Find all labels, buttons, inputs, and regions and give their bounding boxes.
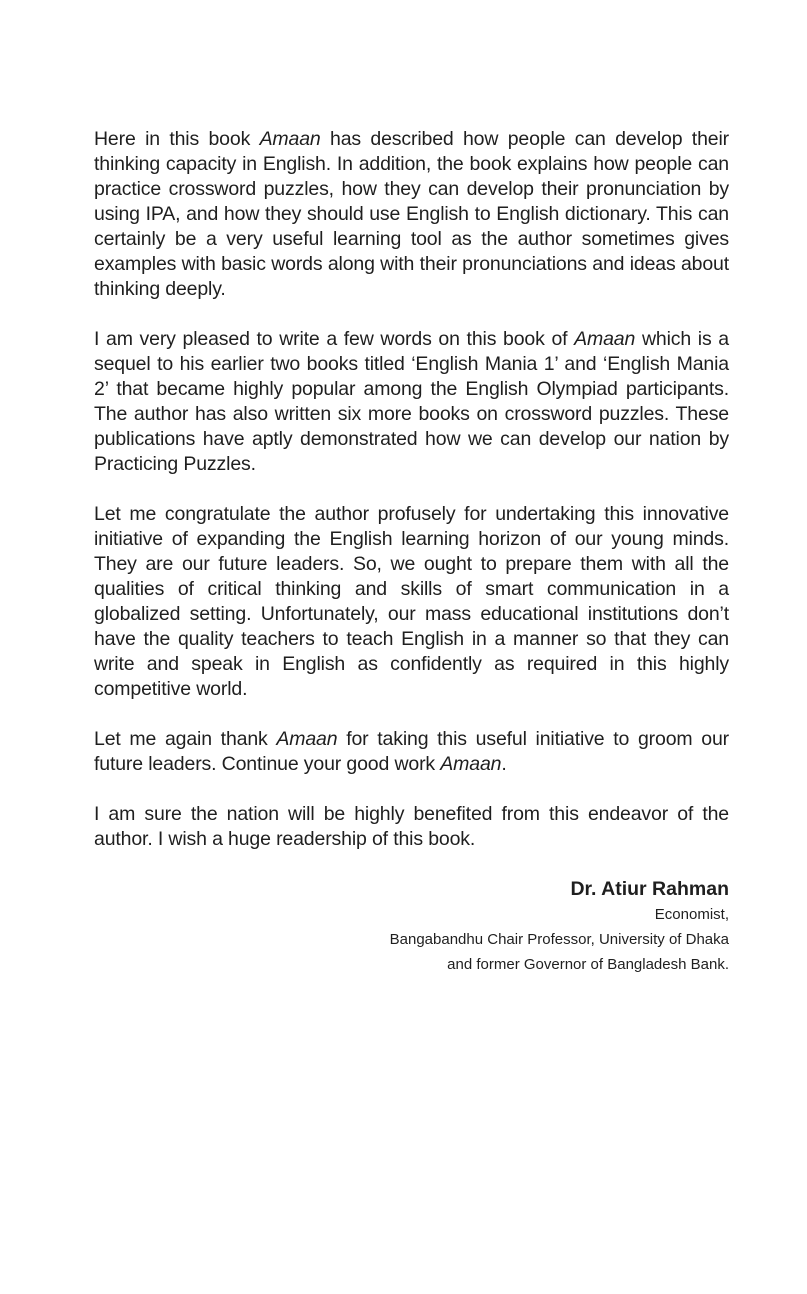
signature-title-line: Economist, <box>654 906 729 923</box>
body-paragraph <box>94 127 729 302</box>
paragraph-text: I am very pleased to write a few words on this book of <box>94 328 575 350</box>
signature-title-line: and former Governor of Bangladesh Bank. <box>447 956 729 973</box>
paragraph-text: I am sure the nation will be highly benefited from this endeavor of the author. I wish a huge readership of this book. <box>94 803 729 850</box>
signature-block <box>94 877 729 977</box>
author-name-emphasis: Amaan <box>259 128 321 150</box>
paragraph-text: for taking this useful initiative to groom our future leaders. Continue your good work <box>94 728 729 775</box>
paragraph-text: which is a sequel to his earlier two books titled ‘English Mania 1’ and ‘English Mania 2’ that became highly popular among the English Olympiad participants. The author has also written six more books on crossword puzzles. These publications have aptly demonstrated how we can develop our nation by Practicing Puzzles. <box>94 328 729 475</box>
paragraph-text: . <box>501 753 507 775</box>
paragraph-text: Let me again thank <box>94 728 277 750</box>
paragraph-text: has described how people can develop their thinking capacity in English. In addition, the book explains how people can practice crossword puzzles, how they can develop their pronunciation by using IPA, and how they should use English to English dictionary. This can certainly be a very useful learning tool as the author sometimes gives examples with basic words along with their pronunciations and ideas about thinking deeply. <box>94 128 729 300</box>
author-name-emphasis: Amaan <box>574 328 636 350</box>
body-paragraph <box>94 327 729 477</box>
author-name-emphasis: Amaan <box>440 753 502 775</box>
body-paragraph <box>94 502 729 702</box>
author-name-emphasis: Amaan <box>276 728 338 750</box>
paragraph-text: Let me congratulate the author profusely for undertaking this innovative initiative of expanding the English learning horizon of our young minds. They are our future leaders. So, we ought to prepare them with all the qualities of critical thinking and skills of smart communication in a globalized setting. Unfortunately, our mass educational institutions don’t have the quality teachers to teach English in a manner so that they can write and speak in English as confidently as required in this highly competitive world. <box>94 503 729 700</box>
body-paragraph <box>94 727 729 777</box>
signature-title-line: Bangabandhu Chair Professor, University of Dhaka <box>389 931 729 948</box>
foreword-body <box>94 127 729 852</box>
signature-name: Dr. Atiur Rahman <box>570 878 729 900</box>
paragraph-text: Here in this book <box>94 128 260 150</box>
body-paragraph <box>94 802 729 852</box>
foreword-page <box>94 127 729 977</box>
